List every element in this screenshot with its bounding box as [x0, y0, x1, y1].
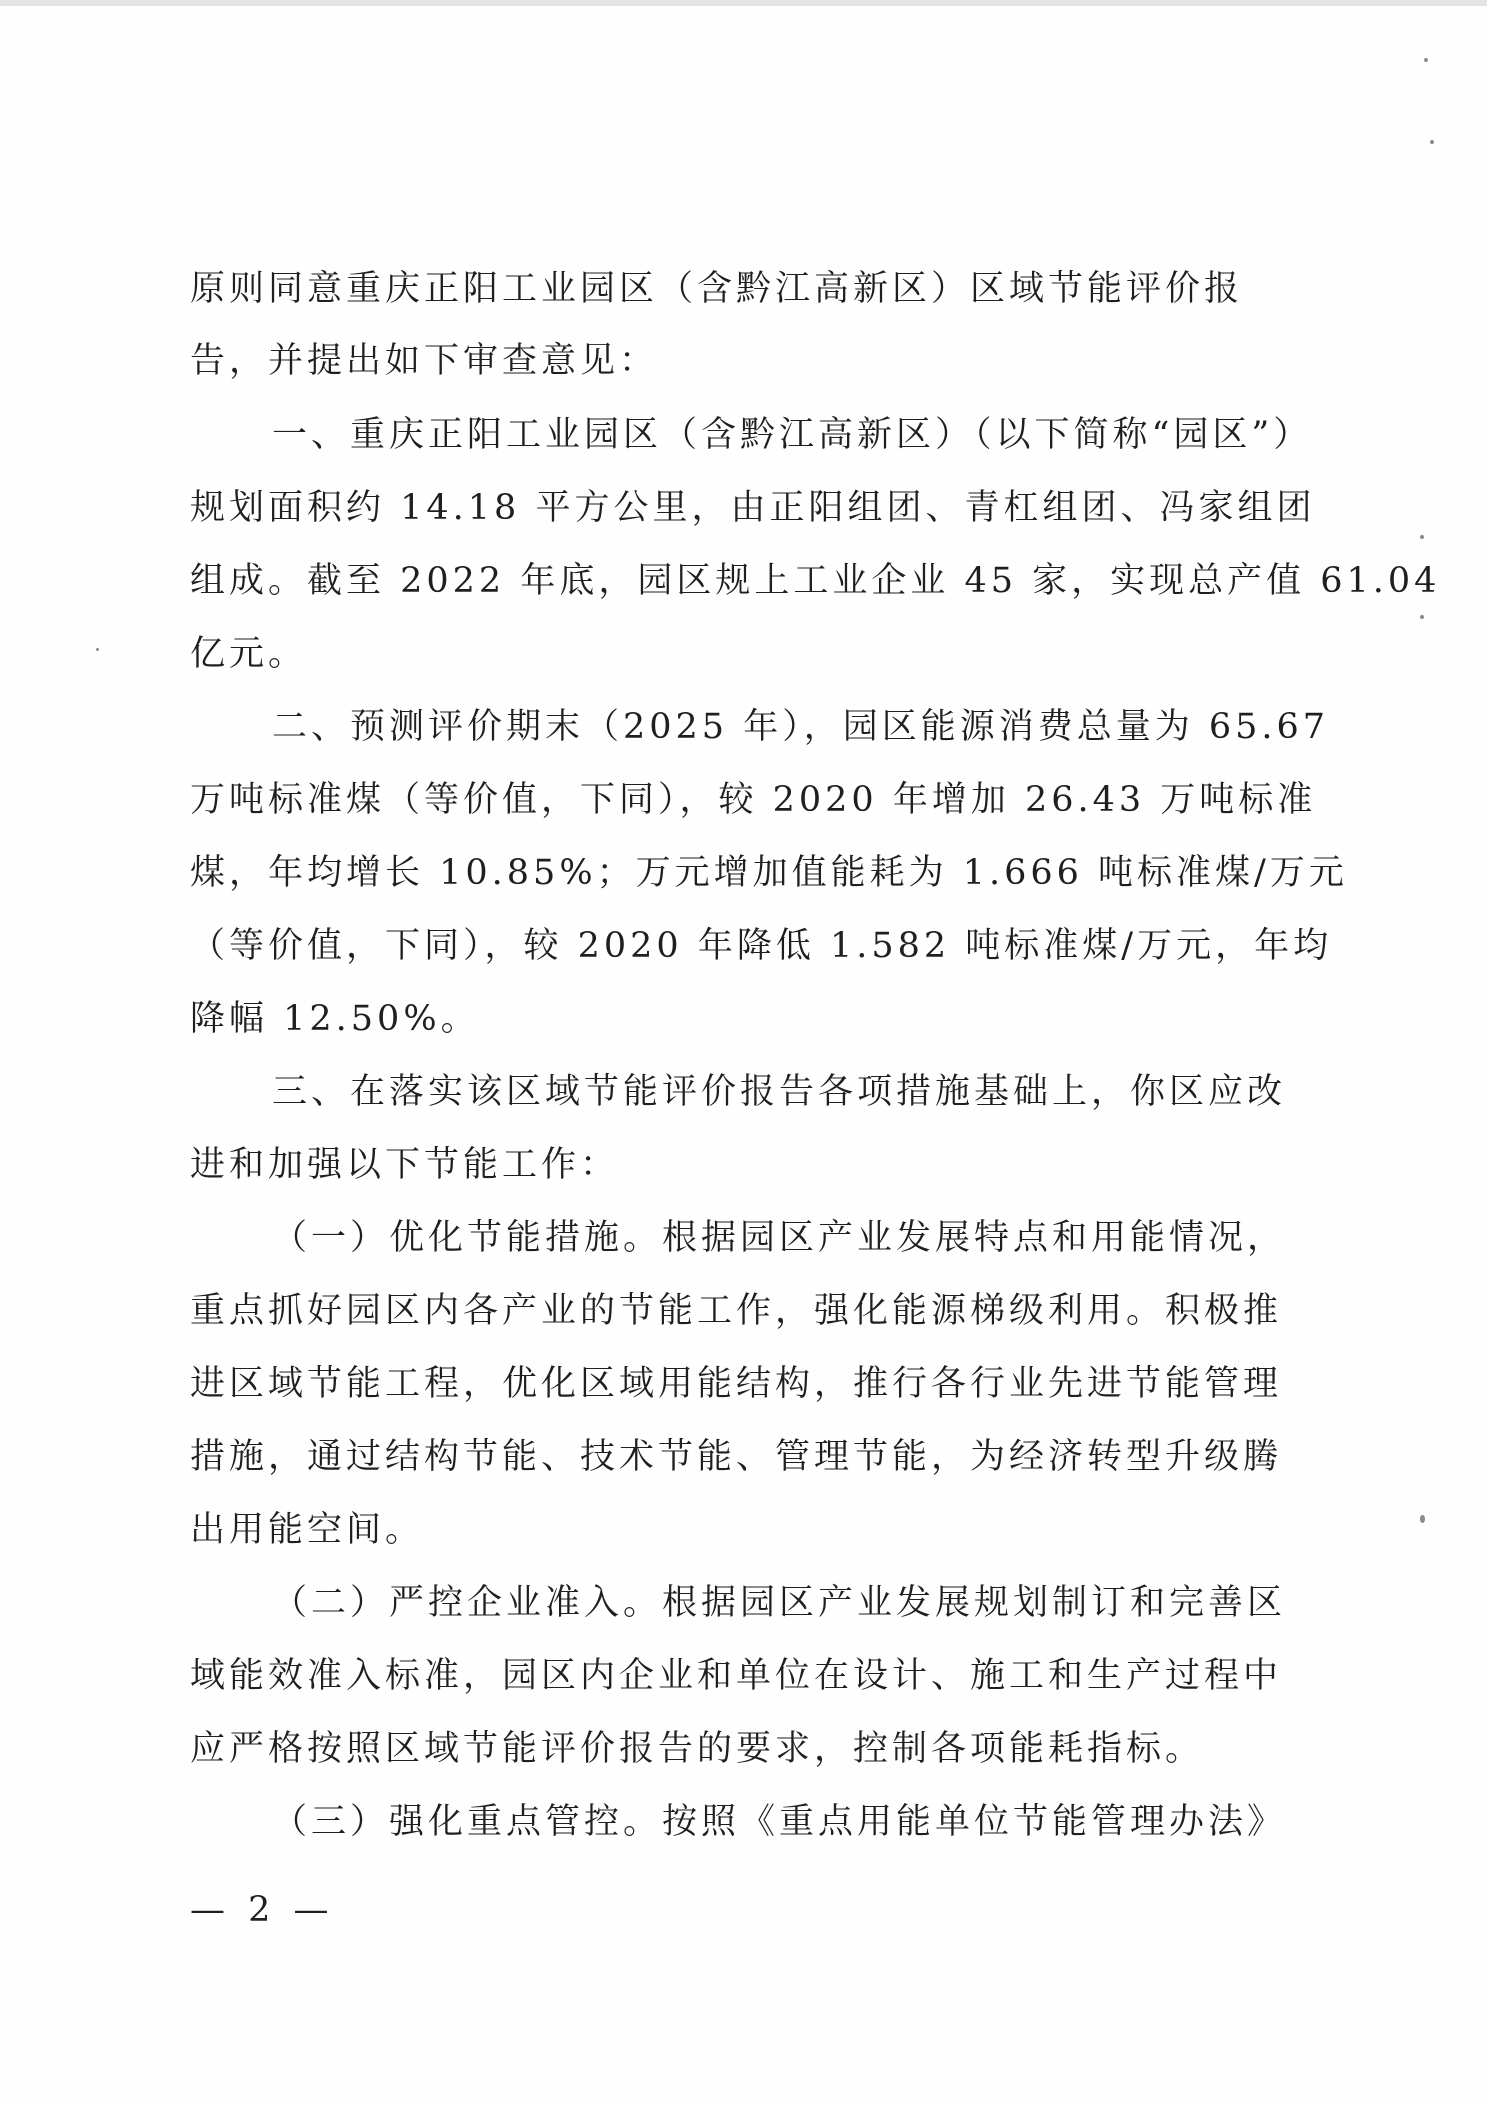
- text-line: 应严格按照区域节能评价报告的要求，控制各项能耗指标。: [190, 1729, 1205, 1769]
- scan-speck: [96, 648, 99, 651]
- text-line: 出用能空间。: [190, 1510, 425, 1550]
- text-line: （三）强化重点管控。按照《重点用能单位节能管理办法》: [272, 1802, 1287, 1842]
- text-line: 进和加强以下节能工作：: [190, 1145, 620, 1185]
- scan-speck: [1420, 615, 1424, 619]
- text-line: 亿元。: [190, 634, 308, 674]
- text-line: 域能效准入标准，园区内企业和单位在设计、施工和生产过程中: [190, 1656, 1283, 1696]
- text-line: 煤，年均增长 10.85%；万元增加值能耗为 1.666 吨标准煤/万元: [190, 853, 1348, 893]
- scan-speck: [1420, 535, 1424, 539]
- text-line: 二、预测评价期末（2025 年），园区能源消费总量为 65.67: [272, 707, 1330, 747]
- text-line: 组成。截至 2022 年底，园区规上工业企业 45 家，实现总产值 61.04: [190, 561, 1441, 601]
- text-line: （等价值，下同），较 2020 年降低 1.582 吨标准煤/万元，年均: [190, 926, 1333, 966]
- text-line: 三、在落实该区域节能评价报告各项措施基础上，你区应改: [272, 1072, 1287, 1112]
- text-line: 重点抓好园区内各产业的节能工作，强化能源梯级利用。积极推: [190, 1291, 1283, 1331]
- scan-speck: [1424, 58, 1428, 62]
- text-line: 告，并提出如下审查意见：: [190, 341, 659, 381]
- page-number: — 2 —: [190, 1890, 335, 1930]
- scan-top-edge: [0, 0, 1487, 6]
- text-line: 一、重庆正阳工业园区（含黔江高新区）（以下简称“园区”）: [272, 415, 1313, 455]
- text-line: 降幅 12.50%。: [190, 999, 480, 1039]
- text-line: （二）严控企业准入。根据园区产业发展规划制订和完善区: [272, 1583, 1287, 1623]
- text-line: 进区域节能工程，优化区域用能结构，推行各行业先进节能管理: [190, 1364, 1283, 1404]
- text-line: 措施，通过结构节能、技术节能、管理节能，为经济转型升级腾: [190, 1437, 1283, 1477]
- scan-speck: [1430, 140, 1434, 144]
- scan-speck: [1420, 1515, 1425, 1523]
- text-line: 万吨标准煤（等价值，下同），较 2020 年增加 26.43 万吨标准: [190, 780, 1317, 820]
- text-line: （一）优化节能措施。根据园区产业发展特点和用能情况，: [272, 1218, 1287, 1258]
- text-line: 规划面积约 14.18 平方公里，由正阳组团、青杠组团、冯家组团: [190, 488, 1316, 528]
- text-line: 原则同意重庆正阳工业园区（含黔江高新区）区域节能评价报: [190, 269, 1244, 309]
